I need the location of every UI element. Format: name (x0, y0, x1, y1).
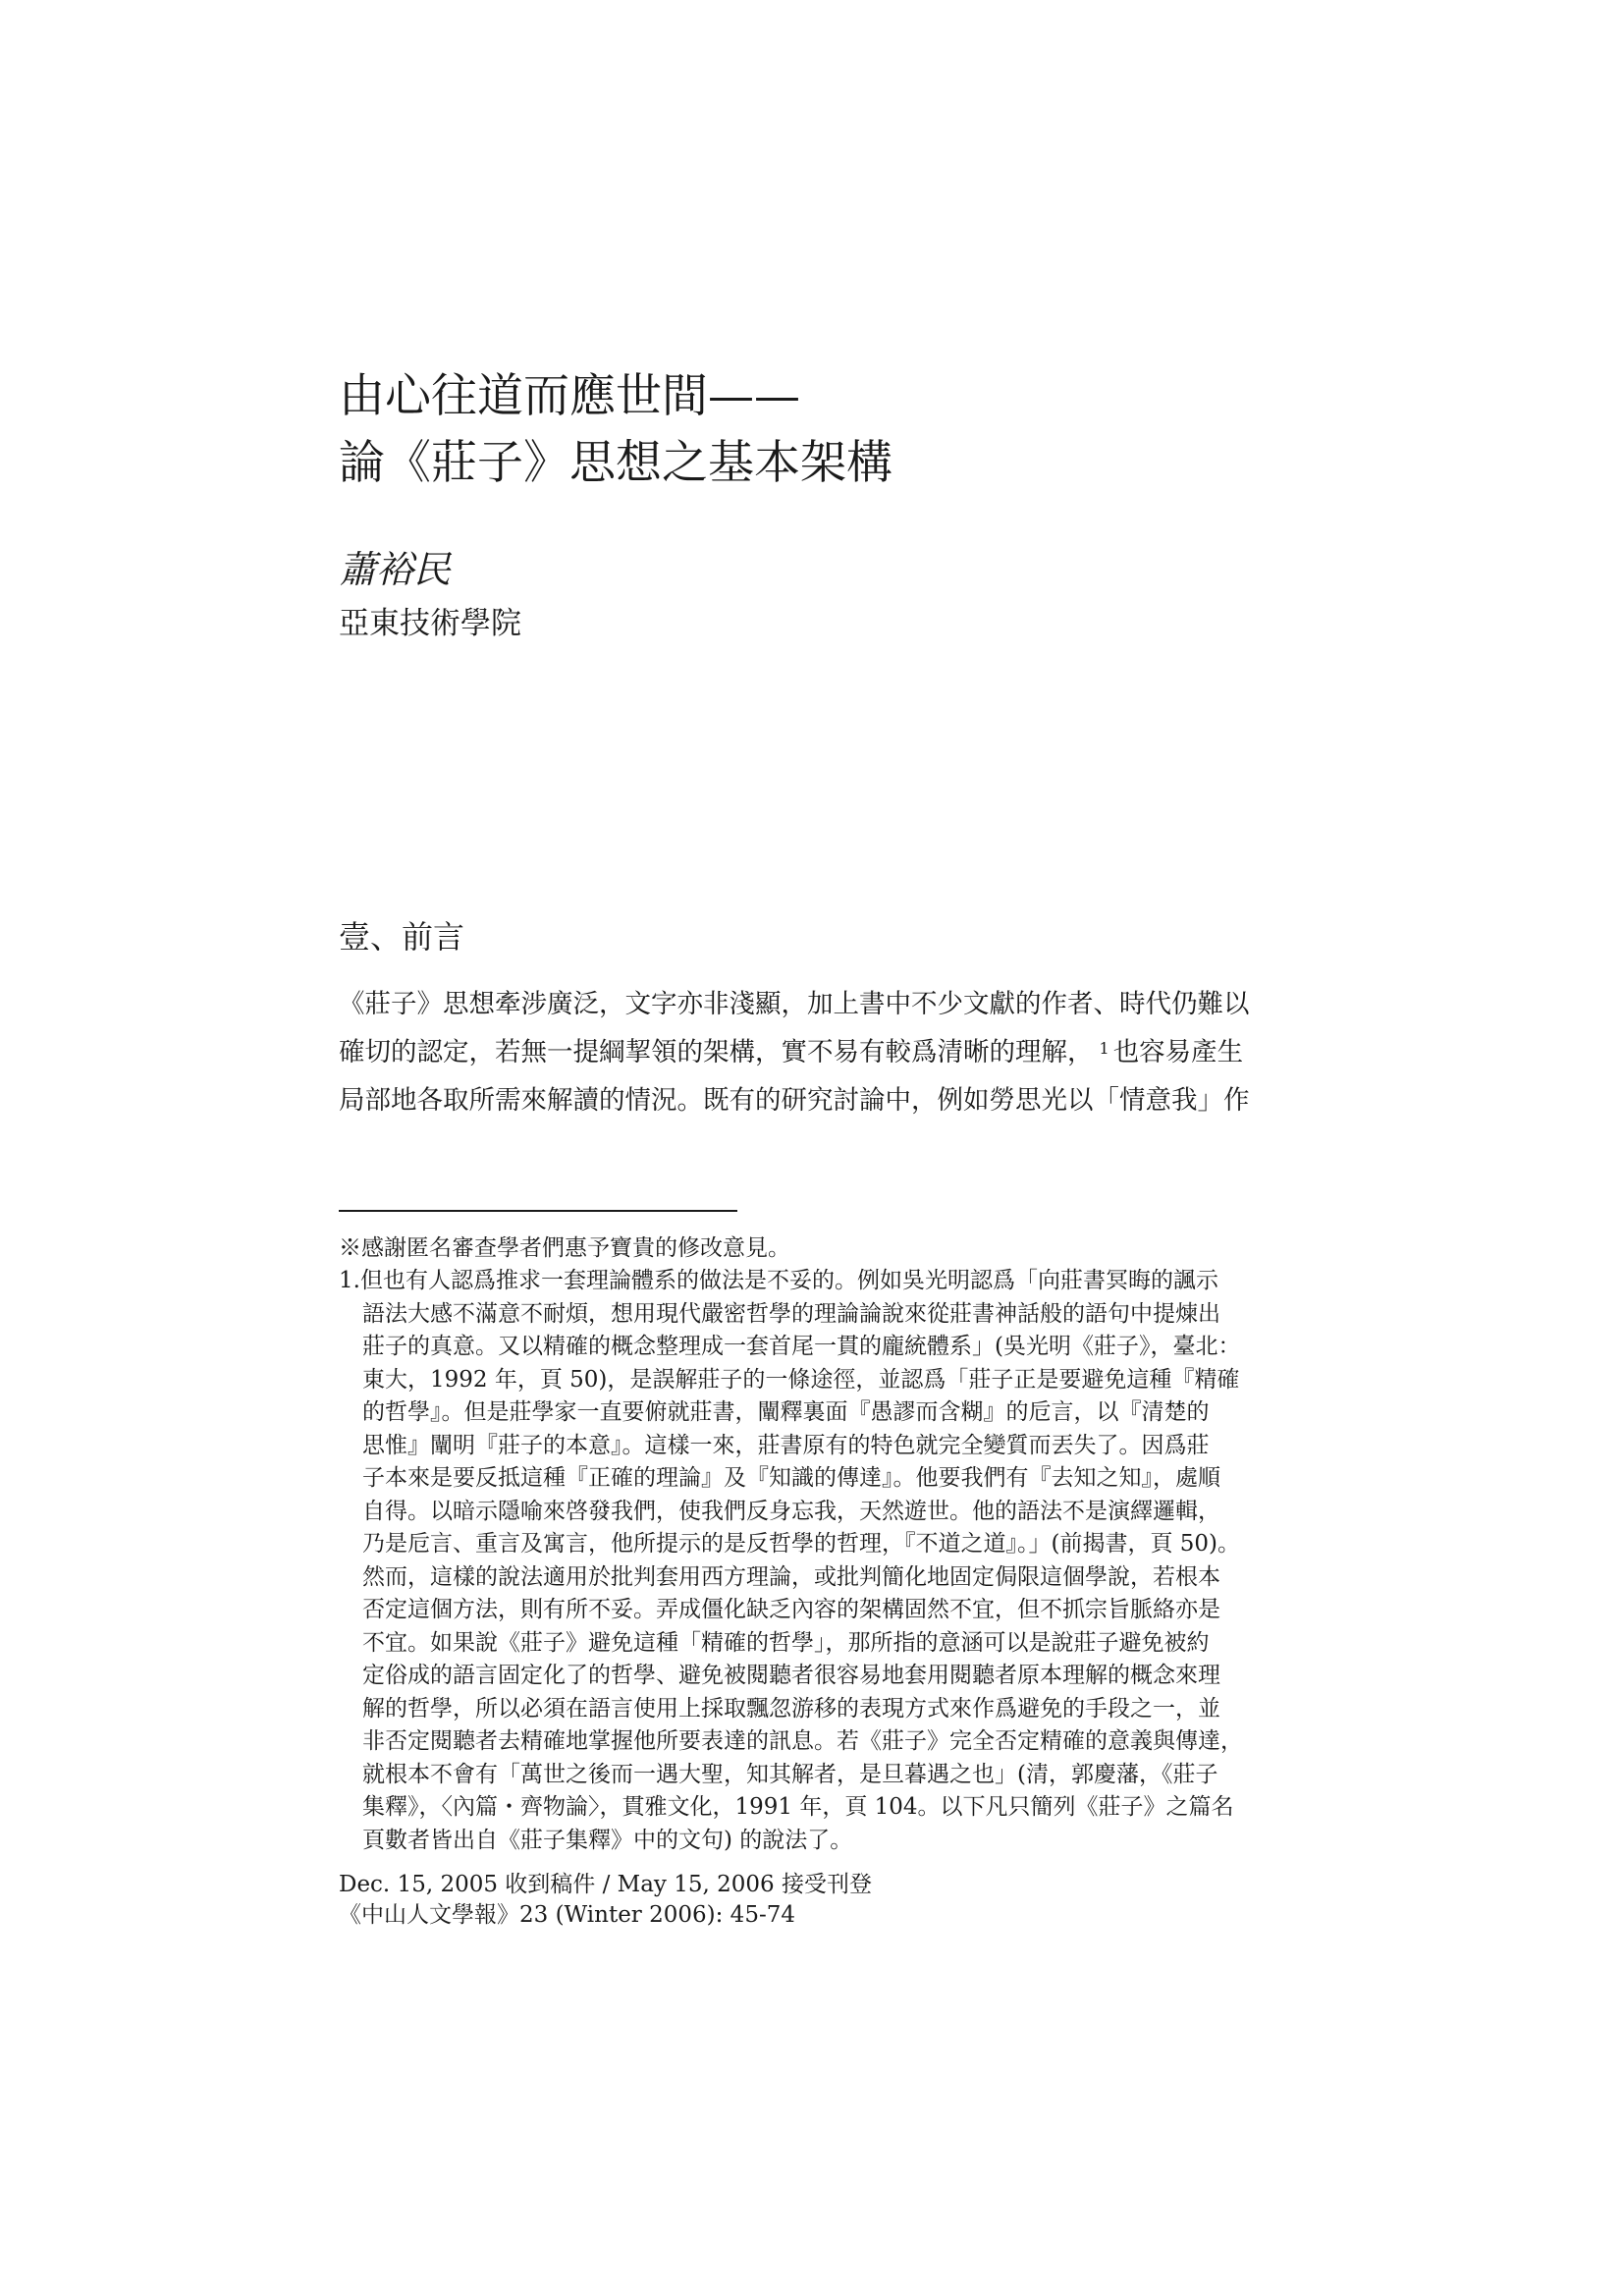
footnote-line: 自得。以暗示隱喻來啓發我們，使我們反身忘我，天然遊世。他的語法不是演繹邏輯， (362, 1498, 1220, 1524)
section-heading: 壹、前言 (339, 918, 465, 956)
footnote-line: 定俗成的語言固定化了的哲學、避免被閱聽者很容易地套用閱聽者原本理解的概念來理 (362, 1663, 1220, 1688)
journal-citation: 《中山人文學報》23 (Winter 2006): 45-74 (339, 1902, 795, 1928)
footnote-line: 否定這個方法，則有所不妥。弄成僵化缺乏內容的架構固然不宜，但不抓宗旨脈絡亦是 (362, 1597, 1220, 1622)
intro-line-3: 局部地各取所需來解讀的情況。既有的研究討論中，例如勞思光以「情意我」作 (339, 1085, 1250, 1116)
footnote-line: 頁數者皆出自《莊子集釋》中的文句) 的說法了。 (362, 1827, 853, 1853)
footnote-acknowledgment: ※感謝匿名審查學者們惠予寶貴的修改意見。 (339, 1235, 790, 1261)
paper-title (339, 363, 892, 497)
author-affiliation: 亞東技術學院 (339, 606, 521, 641)
publication-info (339, 1870, 872, 1931)
submission-dates: Dec. 15, 2005 收到稿件 / May 15, 2006 接受刊登 (339, 1872, 872, 1897)
footnote-line: 思惟』闡明『莊子的本意』。這樣一來，莊書原有的特色就完全變質而丟失了。因爲莊 (362, 1432, 1210, 1458)
footnote-line: 非否定閱聽者去精確地掌握他所要表達的訊息。若《莊子》完全否定精確的意義與傳達， (362, 1728, 1243, 1754)
footnote-line: 東大，1992 年，頁 50)，是誤解莊子的一條途徑，並認爲「莊子正是要避免這種『精確 (362, 1366, 1240, 1393)
footnote-line: 莊子的真意。又以精確的概念整理成一套首尾一貫的龐統體系」(吳光明《莊子》，臺北： (362, 1334, 1241, 1359)
intro-line-2 (339, 1028, 1301, 1076)
title-line-2: 論《莊子》思想之基本架構 (339, 436, 892, 490)
intro-line-2-text: 確切的認定，若無一提綱挈領的架構，實不易有較爲清晰的理解， (339, 1037, 1094, 1067)
footnote-line: 然而，這樣的說法適用於批判套用西方理論，或批判簡化地固定侷限這個學說，若根本 (362, 1563, 1220, 1590)
footnote-line: 1.但也有人認爲推求一套理論體系的做法是不妥的。例如吳光明認爲「向莊書冥晦的諷示 (339, 1268, 1218, 1293)
title-line-1: 由心往道而應世間—— (339, 369, 800, 423)
footnote-line: 語法大感不滿意不耐煩，想用現代嚴密哲學的理論論說來從莊書神話般的語句中提煉出 (362, 1300, 1220, 1327)
footnote-line: 集釋》，〈內篇・齊物論〉，貫雅文化，1991 年，頁 104。以下凡只簡列《莊子》之篇名 (362, 1794, 1234, 1820)
footnote-ref-1[interactable]: 1 (1099, 1039, 1109, 1058)
footnote-line: 不宜。如果說《莊子》避免這種「精確的哲學」，那所指的意涵可以是說莊子避免被約 (362, 1629, 1210, 1656)
footnote-line: 就根本不會有「萬世之後而一遇大聖，知其解者，是旦暮遇之也」(清，郭慶藩，《莊子 (362, 1761, 1218, 1787)
footnote-1 (339, 1265, 1306, 1857)
author-name: 蕭裕民 (339, 548, 452, 591)
footnote-line: 的哲學』。但是莊學家一直要俯就莊書，闡釋裏面『愚謬而含糊』的卮言，以『清楚的 (362, 1399, 1210, 1425)
footnote-line: 解的哲學，所以必須在語言使用上採取飄忽游移的表現方式來作爲避免的手段之一，並 (362, 1695, 1220, 1722)
intro-line-2-tail: 也容易產生 (1112, 1037, 1244, 1067)
intro-line-1: 《莊子》思想牽涉廣泛，文字亦非淺顯，加上書中不少文獻的作者、時代仍難以 (339, 989, 1250, 1019)
footnote-divider (339, 1210, 737, 1212)
footnote-line: 子本來是要反抵這種『正確的理論』及『知識的傳達』。他要我們有『去知之知』，處順 (362, 1465, 1220, 1491)
footnote-line: 乃是卮言、重言及寓言，他所提示的是反哲學的哲理，『不道之道』。」(前揭書，頁 50)。 (362, 1531, 1241, 1557)
intro-paragraph (339, 980, 1301, 1124)
